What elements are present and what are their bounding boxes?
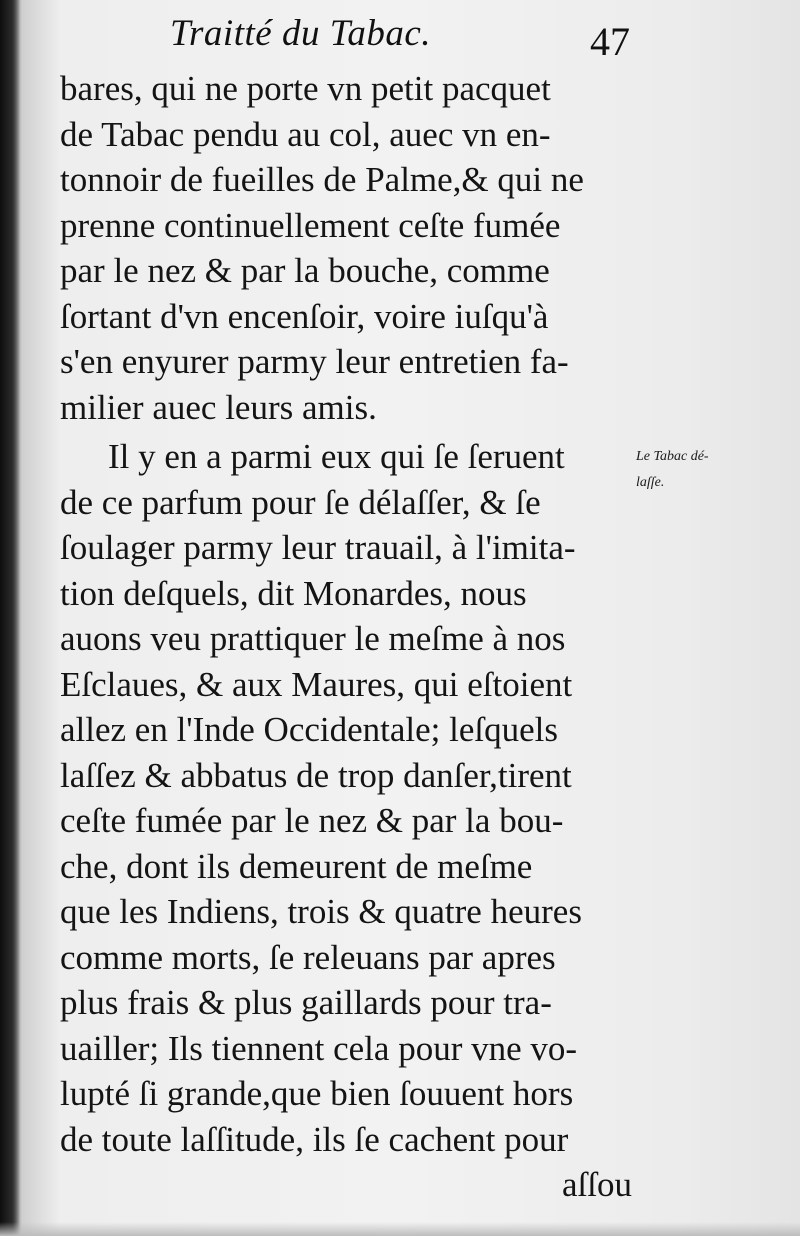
text-line: s'en enyurer parmy leur entretien fa- — [60, 342, 569, 381]
page-number: 47 — [590, 19, 630, 64]
text-line: uailler; Ils tiennent cela pour vne vo- — [60, 1028, 578, 1068]
text-line: Eſclaues, & aux Maures, qui eſtoient — [60, 664, 573, 704]
text-line: de Tabac pendu au col, auec vn en- — [60, 114, 551, 154]
text-line: plus frais & plus gaillards pour tra- — [60, 983, 552, 1022]
gutter-shadow — [0, 0, 20, 1236]
text-line: lupté ſi grande,que bien ſouuent hors — [60, 1074, 574, 1113]
text-line: prenne continuellement ceſte fumée — [60, 205, 561, 245]
marginal-note — [636, 444, 786, 496]
text-line: milier auec leurs amis. — [60, 387, 377, 427]
text-line: comme morts, ſe releuans par apres — [60, 937, 556, 977]
page-bottom-edge — [0, 1222, 800, 1236]
page-header — [170, 12, 630, 62]
text-line: ſoulager parmy leur trauail, à l'imita- — [60, 528, 576, 567]
text-line: par le nez & par la bouche, comme — [60, 251, 550, 290]
text-line: que les Indiens, trois & quatre heures — [60, 892, 582, 931]
running-title: Traitté du Tabac. — [170, 13, 432, 54]
text-line: laſſez & abbatus de trop danſer,tirent — [60, 755, 572, 795]
text-line: ſortant d'vn encenſoir, voire iuſqu'à — [60, 296, 549, 336]
text-line: de ce parfum pour ſe délaſſer, & ſe — [60, 482, 541, 522]
text-line: che, dont ils demeurent de meſme — [60, 846, 533, 886]
marginal-note-line: laſſe. — [636, 475, 665, 490]
text-line: tion deſquels, dit Monardes, nous — [60, 573, 527, 613]
paragraph-first-line: Il y en a parmi eux qui ſe ſeruent — [108, 437, 565, 476]
text-line: tonnoir de fueilles de Palme,& qui ne — [60, 160, 584, 199]
text-line: bares, qui ne porte vn petit pacquet — [60, 69, 551, 108]
body-text — [60, 66, 632, 1208]
catchword: aſſou — [562, 1165, 632, 1204]
text-line: allez en l'Inde Occidentale; leſquels — [60, 710, 559, 749]
text-line: ceſte fumée par le nez & par la bou- — [60, 801, 564, 840]
text-line: de toute laſſitude, ils ſe cachent pour — [60, 1119, 569, 1159]
marginal-note-line: Le Tabac dé- — [636, 449, 709, 464]
text-line: auons veu prattiquer le meſme à nos — [60, 619, 566, 658]
